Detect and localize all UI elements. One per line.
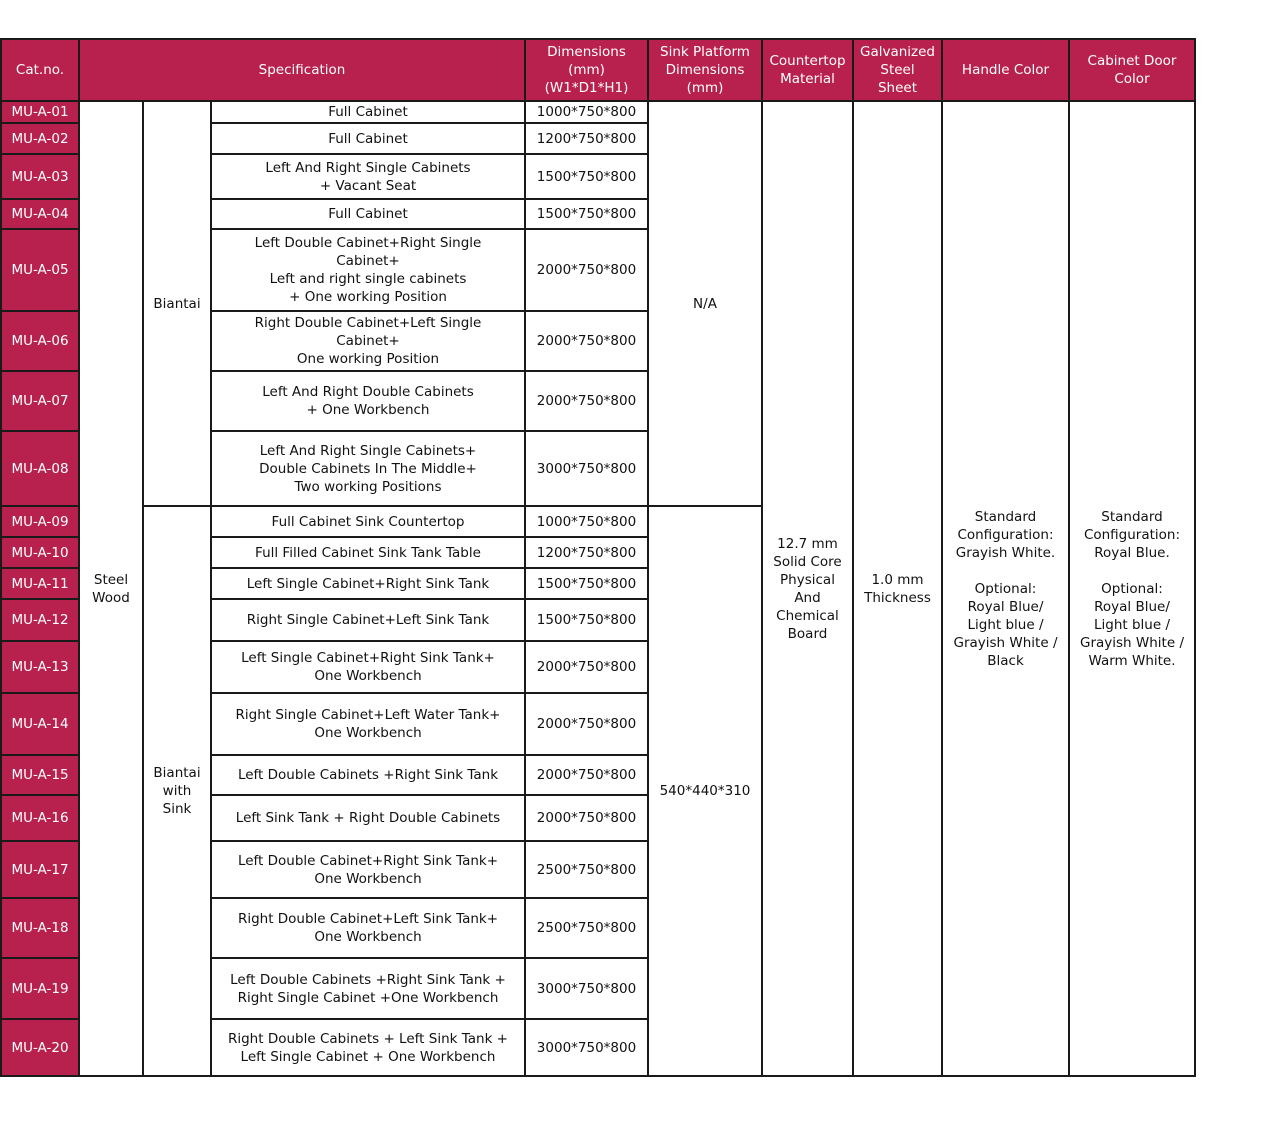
dims-cell: 1500*750*800 xyxy=(525,199,648,229)
cat-no: MU-A-07 xyxy=(1,371,79,431)
spec-cell: Full Cabinet Sink Countertop xyxy=(211,506,525,537)
cat-no: MU-A-13 xyxy=(1,641,79,693)
dims-cell: 2000*750*800 xyxy=(525,755,648,795)
dims-cell: 2000*750*800 xyxy=(525,641,648,693)
cat-no: MU-A-18 xyxy=(1,898,79,958)
product-spec-table xyxy=(0,38,1196,1077)
spec-cell: Left Double Cabinet+Right Single Cabinet+ Left and right single cabinets + One working Position xyxy=(211,229,525,311)
product-spec-table-wrapper xyxy=(0,38,1196,1077)
cat-no: MU-A-09 xyxy=(1,506,79,537)
spec-cell: Right Single Cabinet+Left Water Tank+ One Workbench xyxy=(211,693,525,755)
header-dimensions: Dimensions (mm) (W1*D1*H1) xyxy=(525,39,648,101)
header-galvanized: Galvanized Steel Sheet xyxy=(853,39,942,101)
table-row xyxy=(1,101,1195,123)
spec-cell: Right Double Cabinet+Left Sink Tank+ One Workbench xyxy=(211,898,525,958)
cat-no: MU-A-15 xyxy=(1,755,79,795)
cat-no: MU-A-14 xyxy=(1,693,79,755)
group-biantai-with-sink: Biantai with Sink xyxy=(143,506,211,1076)
door-color: Standard Configuration: Royal Blue. Optional: Royal Blue/ Light blue / Grayish White / Warm White. xyxy=(1069,101,1195,1076)
dims-cell: 2000*750*800 xyxy=(525,795,648,841)
cat-no: MU-A-06 xyxy=(1,311,79,371)
dims-cell: 2500*750*800 xyxy=(525,841,648,898)
dims-cell: 1000*750*800 xyxy=(525,506,648,537)
cat-no: MU-A-12 xyxy=(1,599,79,641)
dims-cell: 3000*750*800 xyxy=(525,431,648,506)
countertop-material: 12.7 mm Solid Core Physical And Chemical Board xyxy=(762,101,853,1076)
dims-cell: 1500*750*800 xyxy=(525,154,648,199)
cat-no: MU-A-20 xyxy=(1,1019,79,1076)
dims-cell: 1200*750*800 xyxy=(525,123,648,154)
dims-cell: 3000*750*800 xyxy=(525,1019,648,1076)
header-door-color: Cabinet Door Color xyxy=(1069,39,1195,101)
dims-cell: 2000*750*800 xyxy=(525,693,648,755)
cat-no: MU-A-17 xyxy=(1,841,79,898)
handle-color: Standard Configuration: Grayish White. Optional: Royal Blue/ Light blue / Grayish White / Black xyxy=(942,101,1069,1076)
spec-cell: Full Cabinet xyxy=(211,199,525,229)
dims-cell: 2000*750*800 xyxy=(525,311,648,371)
cat-no: MU-A-11 xyxy=(1,568,79,599)
spec-cell: Right Single Cabinet+Left Sink Tank xyxy=(211,599,525,641)
cat-no: MU-A-08 xyxy=(1,431,79,506)
dims-cell: 2000*750*800 xyxy=(525,371,648,431)
cat-no: MU-A-16 xyxy=(1,795,79,841)
cat-no: MU-A-05 xyxy=(1,229,79,311)
dims-cell: 1000*750*800 xyxy=(525,101,648,123)
cat-no: MU-A-01 xyxy=(1,101,79,123)
sink-platform-dims: 540*440*310 xyxy=(648,506,762,1076)
header-row xyxy=(1,39,1195,101)
cat-no: MU-A-19 xyxy=(1,958,79,1019)
spec-cell: Left Single Cabinet+Right Sink Tank xyxy=(211,568,525,599)
spec-cell: Left And Right Double Cabinets + One Workbench xyxy=(211,371,525,431)
header-catno: Cat.no. xyxy=(1,39,79,101)
spec-cell: Right Double Cabinets + Left Sink Tank + Left Single Cabinet + One Workbench xyxy=(211,1019,525,1076)
spec-cell: Full Cabinet xyxy=(211,101,525,123)
spec-cell: Left Sink Tank + Right Double Cabinets xyxy=(211,795,525,841)
spec-cell: Left Double Cabinet+Right Sink Tank+ One Workbench xyxy=(211,841,525,898)
cat-no: MU-A-02 xyxy=(1,123,79,154)
dims-cell: 2500*750*800 xyxy=(525,898,648,958)
material-cell: Steel Wood xyxy=(79,101,143,1076)
dims-cell: 1200*750*800 xyxy=(525,537,648,568)
header-handle-color: Handle Color xyxy=(942,39,1069,101)
header-countertop: Countertop Material xyxy=(762,39,853,101)
spec-cell: Full Filled Cabinet Sink Tank Table xyxy=(211,537,525,568)
sink-platform-na: N/A xyxy=(648,101,762,506)
cat-no: MU-A-04 xyxy=(1,199,79,229)
dims-cell: 1500*750*800 xyxy=(525,568,648,599)
spec-cell: Left And Right Single Cabinets+ Double Cabinets In The Middle+ Two working Positions xyxy=(211,431,525,506)
spec-cell: Left Single Cabinet+Right Sink Tank+ One Workbench xyxy=(211,641,525,693)
dims-cell: 2000*750*800 xyxy=(525,229,648,311)
header-sink-platform: Sink Platform Dimensions (mm) xyxy=(648,39,762,101)
header-specification: Specification xyxy=(79,39,525,101)
dims-cell: 3000*750*800 xyxy=(525,958,648,1019)
spec-cell: Full Cabinet xyxy=(211,123,525,154)
galvanized-sheet: 1.0 mm Thickness xyxy=(853,101,942,1076)
spec-cell: Right Double Cabinet+Left Single Cabinet+ One working Position xyxy=(211,311,525,371)
spec-cell: Left Double Cabinets +Right Sink Tank xyxy=(211,755,525,795)
spec-cell: Left And Right Single Cabinets + Vacant Seat xyxy=(211,154,525,199)
cat-no: MU-A-10 xyxy=(1,537,79,568)
cat-no: MU-A-03 xyxy=(1,154,79,199)
group-biantai: Biantai xyxy=(143,101,211,506)
dims-cell: 1500*750*800 xyxy=(525,599,648,641)
spec-cell: Left Double Cabinets +Right Sink Tank + Right Single Cabinet +One Workbench xyxy=(211,958,525,1019)
